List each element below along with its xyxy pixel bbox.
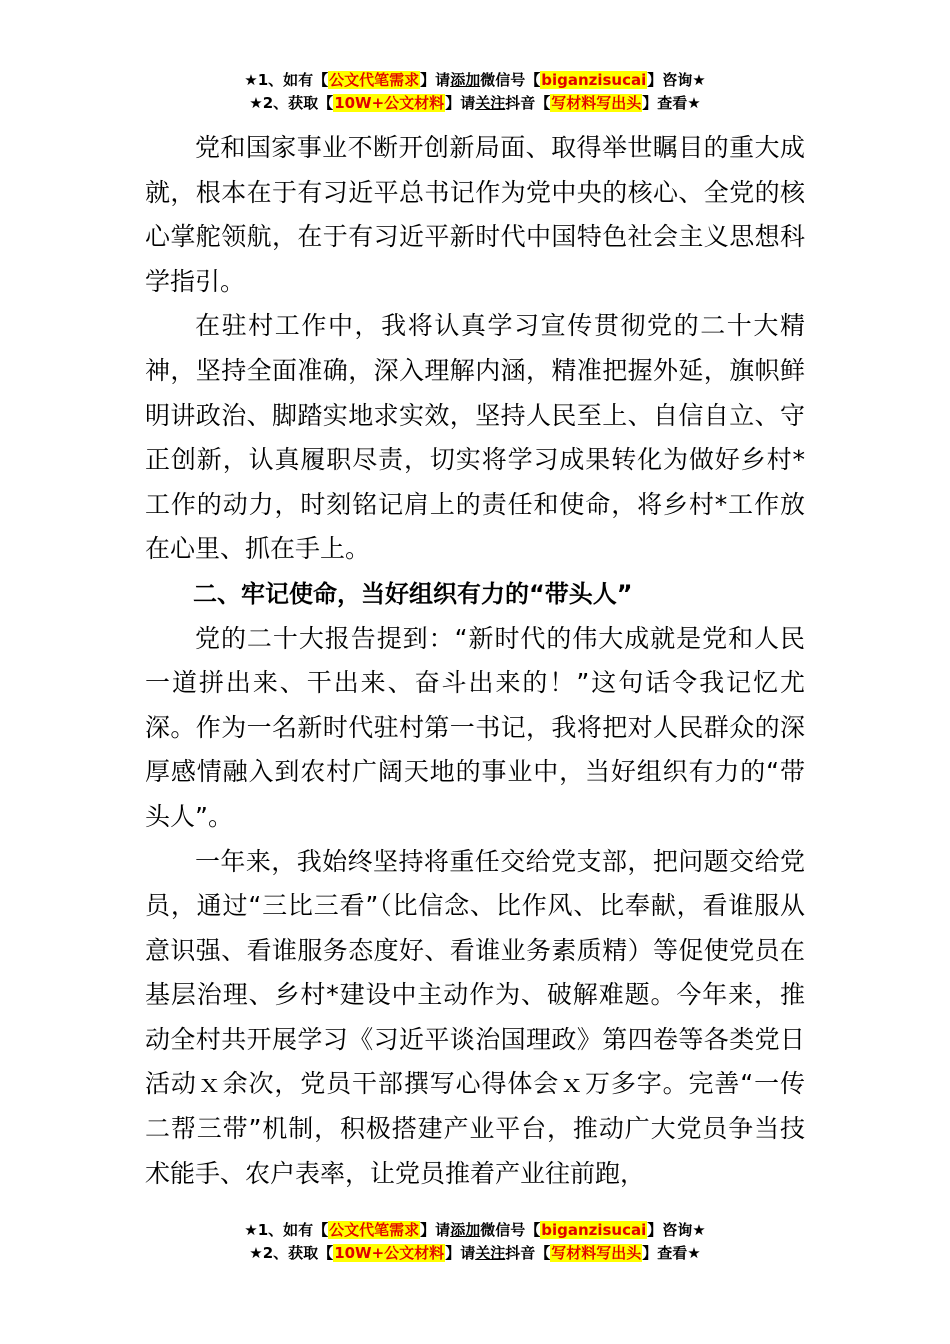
paragraph-1: 党和国家事业不断开创新局面、取得举世瞩目的重大成就，根本在于有习近平总书记作为党中央的核心、全党的核心掌舵领航，在于有习近平新时代中国特色社会主义思想科学指引。 xyxy=(145,133,805,296)
banner-text: ★2、获取【 xyxy=(249,94,334,112)
paragraph-4: 一年来，我始终坚持将重任交给党支部，把问题交给党员，通过“三比三看”（比信念、比作风、比奉献，看谁服从意识强、看谁服务态度好、看谁业务素质精）等促使党员在基层治理、乡村*建设中主动作为、破解难题。今年来，推动全村共开展学习《习近平谈治国理政》第四卷等各类党日活动ｘ余次，党员干部撰写心得体会ｘ万多字。完善“一传二帮三带”机制，积极搭建产业平台，推动广大党员争当技术能手、农户表率，让党员推着产业往前跑， xyxy=(145,846,805,1188)
section-heading: 二、牢记使命，当好组织有力的“带头人” xyxy=(193,579,633,608)
banner-text: 抖音【 xyxy=(505,94,551,112)
banner-text: 微信号【 xyxy=(480,1221,541,1239)
banner-text: 】请 xyxy=(420,71,451,89)
banner-line-2 xyxy=(0,92,950,115)
banner-highlight: 10W+公文材料 xyxy=(334,1244,445,1262)
banner-line-1 xyxy=(0,1219,950,1242)
banner-underline: 添加 xyxy=(450,71,481,89)
banner-text: ★2、获取【 xyxy=(249,1244,334,1262)
document-body xyxy=(145,126,805,1196)
banner-highlight: 公文代笔需求 xyxy=(329,71,420,89)
banner-underline: 关注 xyxy=(475,94,506,112)
banner-line-2 xyxy=(0,1242,950,1265)
banner-wechat-id: biganzisucai xyxy=(541,71,647,89)
banner-text: ★1、如有【 xyxy=(244,1221,329,1239)
banner-text: 】请 xyxy=(420,1221,451,1239)
bottom-banner xyxy=(0,1219,950,1265)
banner-highlight: 公文代笔需求 xyxy=(329,1221,420,1239)
banner-text: 】查看★ xyxy=(642,1244,701,1262)
paragraph-3: 党的二十大报告提到：“新时代的伟大成就是党和人民一道拼出来、干出来、奋斗出来的！”这句话令我记忆尤深。作为一名新时代驻村第一书记，我将把对人民群众的深厚感情融入到农村广阔天地的事业中，当好组织有力的“带头人”。 xyxy=(145,623,805,831)
banner-douyin-id: 写材料写出头 xyxy=(551,1244,642,1262)
banner-text: 】咨询★ xyxy=(647,1221,706,1239)
paragraph-2: 在驻村工作中，我将认真学习宣传贯彻党的二十大精神，坚持全面准确，深入理解内涵，精准把握外延，旗帜鲜明讲政治、脚踏实地求实效，坚持人民至上、自信自立、守正创新，认真履职尽责，切实将学习成果转化为做好乡村*工作的动力，时刻铭记肩上的责任和使命，将乡村*工作放在心里、抓在手上。 xyxy=(145,311,805,564)
banner-wechat-id: biganzisucai xyxy=(541,1221,647,1239)
banner-text: ★1、如有【 xyxy=(244,71,329,89)
banner-text: 】请 xyxy=(445,94,476,112)
banner-douyin-id: 写材料写出头 xyxy=(551,94,642,112)
banner-underline: 添加 xyxy=(450,1221,481,1239)
banner-text: 】请 xyxy=(445,1244,476,1262)
banner-underline: 关注 xyxy=(475,1244,506,1262)
banner-text: 】咨询★ xyxy=(647,71,706,89)
top-banner xyxy=(0,69,950,115)
banner-text: 微信号【 xyxy=(480,71,541,89)
banner-line-1 xyxy=(0,69,950,92)
banner-text: 】查看★ xyxy=(642,94,701,112)
banner-highlight: 10W+公文材料 xyxy=(334,94,445,112)
banner-text: 抖音【 xyxy=(505,1244,551,1262)
